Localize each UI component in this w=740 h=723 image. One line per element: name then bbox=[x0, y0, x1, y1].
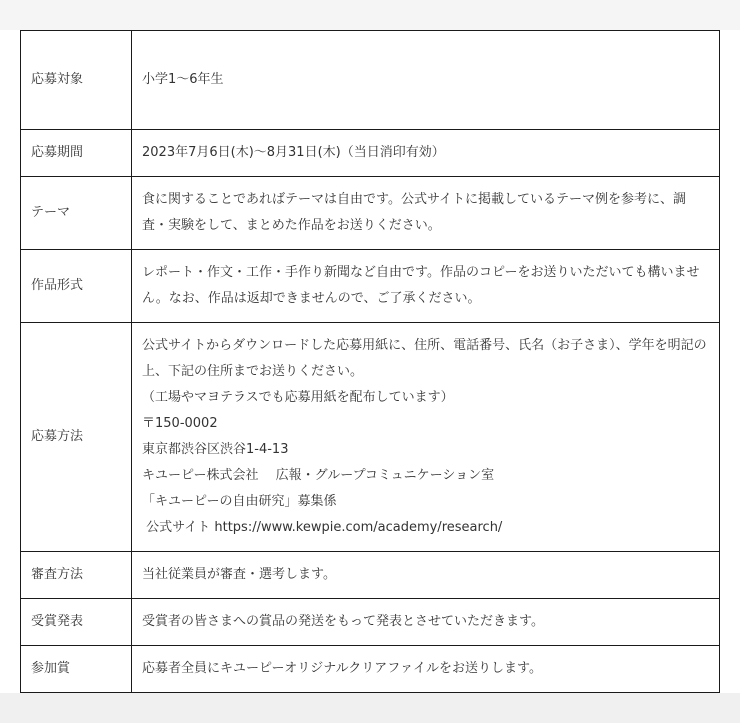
row-value-participation-prize: 応募者全員にキユーピーオリジナルクリアファイルをお送りします。 bbox=[132, 646, 720, 693]
method-instructions: 公式サイトからダウンロードした応募用紙に、住所、電話番号、氏名（お子さま）、学年を明記の上、下記の住所までお送りください。 bbox=[142, 338, 707, 379]
method-distribution-note: （工場やマヨテラスでも応募用紙を配布しています） bbox=[142, 390, 454, 405]
row-value-theme: 食に関することであればテーマは自由です。公式サイトに掲載しているテーマ例を参考に、調査・実験をして、まとめた作品をお送りください。 bbox=[132, 177, 720, 250]
table-row bbox=[21, 323, 720, 552]
method-official-site-link[interactable]: 公式サイト https://www.kewpie.com/academy/research/ bbox=[142, 520, 503, 535]
contest-info-table bbox=[20, 30, 720, 693]
table-row bbox=[21, 177, 720, 250]
top-strip bbox=[0, 0, 740, 30]
row-label-format: 作品形式 bbox=[21, 250, 132, 323]
table-row bbox=[21, 646, 720, 693]
row-label-participation-prize: 参加賞 bbox=[21, 646, 132, 693]
row-label-target: 応募対象 bbox=[21, 31, 132, 130]
method-company-department: キユーピー株式会社 広報・グループコミュニケーション室 bbox=[142, 468, 495, 483]
method-postal-code: 〒150-0002 bbox=[142, 416, 218, 431]
row-label-theme: テーマ bbox=[21, 177, 132, 250]
row-value-target: 小学1〜6年生 bbox=[132, 31, 720, 130]
row-label-announcement: 受賞発表 bbox=[21, 599, 132, 646]
row-value-method bbox=[132, 323, 720, 552]
row-value-review: 当社従業員が審査・選考します。 bbox=[132, 552, 720, 599]
row-value-format: レポート・作文・工作・手作り新聞など自由です。作品のコピーをお送りいただいても構いません。なお、作品は返却できませんので、ご了承ください。 bbox=[132, 250, 720, 323]
row-label-period: 応募期間 bbox=[21, 130, 132, 177]
row-label-review: 審査方法 bbox=[21, 552, 132, 599]
table-row bbox=[21, 552, 720, 599]
table-row bbox=[21, 130, 720, 177]
row-value-announcement: 受賞者の皆さまへの賞品の発送をもって発表とさせていただきます。 bbox=[132, 599, 720, 646]
table-row bbox=[21, 599, 720, 646]
table-row bbox=[21, 250, 720, 323]
row-label-method: 応募方法 bbox=[21, 323, 132, 552]
method-address: 東京都渋谷区渋谷1-4-13 bbox=[142, 442, 289, 457]
method-recipient: 「キユーピーの自由研究」募集係 bbox=[142, 494, 337, 509]
table-row bbox=[21, 31, 720, 130]
row-value-period: 2023年7月6日(木)〜8月31日(木)（当日消印有効） bbox=[132, 130, 720, 177]
